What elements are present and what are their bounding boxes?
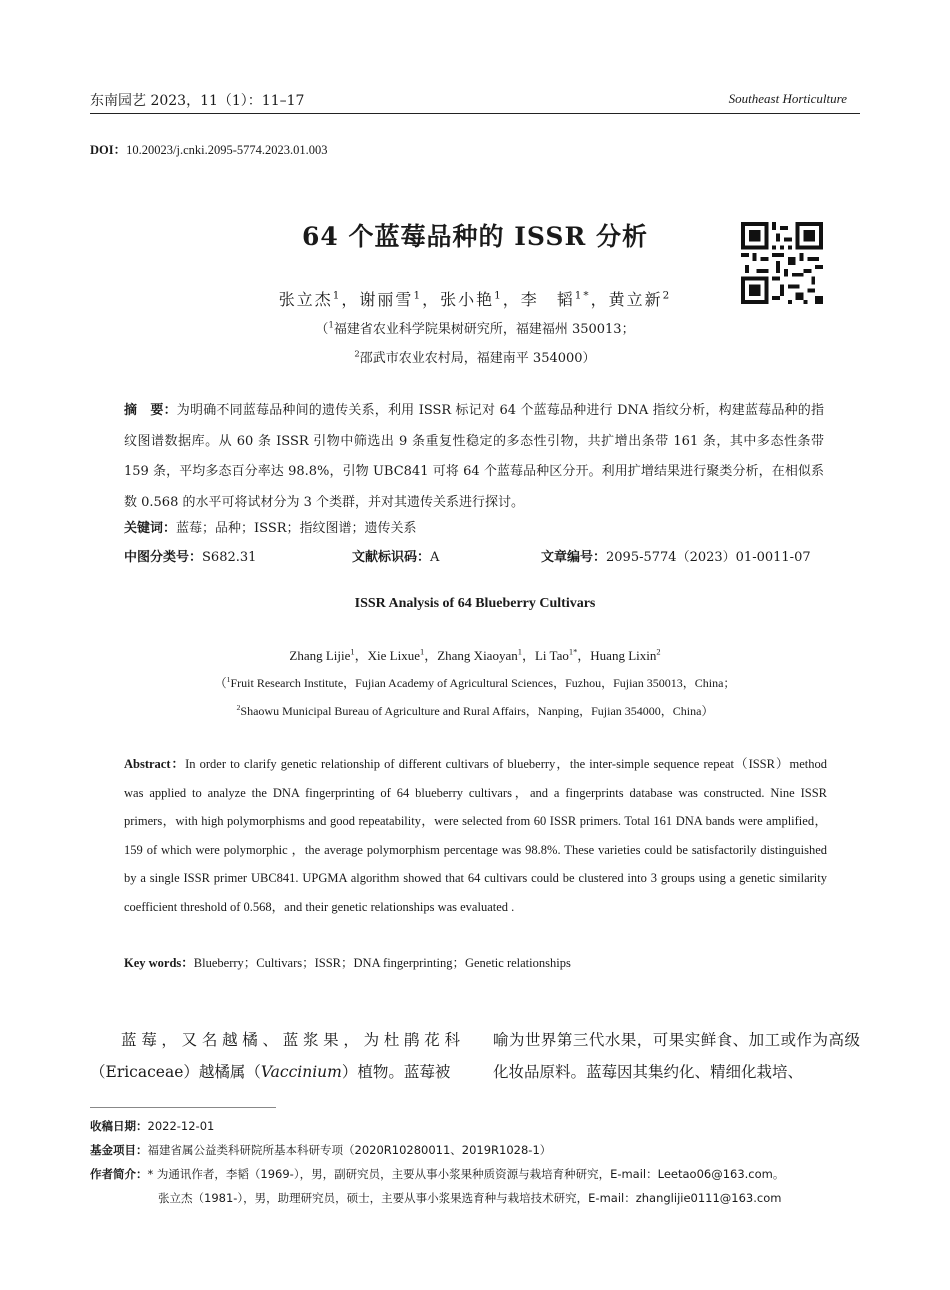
author-sup: 1 [494, 289, 503, 302]
paper-title-en: ISSR Analysis of 64 Blueberry Cultivars [354, 596, 596, 611]
fund-info [90, 1142, 551, 1158]
doc-value: A [430, 550, 440, 565]
article-number [541, 546, 811, 565]
doi-value: 10.20023/j.cnki.2095-5774.2023.01.003 [126, 143, 328, 157]
doc-code [352, 546, 439, 565]
author-sup: 1 [332, 289, 342, 302]
art-value: 2095-5774（2023）01-0011-07 [606, 550, 811, 565]
art-label: 文章编号： [541, 550, 607, 565]
affil-text: 福建省农业科学院果树研究所，福建福州 350013； [333, 322, 635, 337]
affil-prefix: （ [214, 676, 227, 690]
abstract-cn-text: 为明确不同蓝莓品种间的遗传关系，利用 ISSR 标记对 64 个蓝莓品种进行 DNA 指纹分析，构建蓝莓品种的指纹图谱数据库。从 60 条 ISSR 引物中筛选出 9 条重复性稳定的多态性引物，共扩增出条带 161 条，其中多态性条带 159 条，平均多态百分率达 98.8%，引物 UBC841 可将 64 个蓝莓品种区分开。利用扩增结果进行聚类分析，在相似系数 0.568 的水平可将试材分为 3 个类群，并对其遗传关系进行探讨。 [124, 403, 824, 510]
author-sup: 1 [419, 646, 425, 657]
author-sup: 2 [662, 289, 672, 302]
author-list-en: Zhang Lijie$^1$，Xie Lixue$^1$，Zhang Xiaoyan$^1$，Li Tao$^{1*}$，Huang Lixin$^2$ [289, 646, 661, 663]
fund-label: 基金项目： [90, 1143, 148, 1157]
author-cn: 黄立新 [608, 290, 663, 309]
keywords-cn-label: 关键词： [124, 521, 177, 536]
bio-line: * 为通讯作者，李韬（1969-），男，副研究员，主要从事小浆果种质资源与栽培育种研究，E-mail：Leetao06@163.com。 [147, 1167, 785, 1181]
affil-sup: 2 [354, 348, 360, 359]
affil-prefix: （ [315, 322, 329, 337]
journal-name-en: Southeast Horticulture [728, 91, 847, 106]
author-en: Huang Lixin [590, 648, 657, 663]
abstract-cn-label: 摘 要： [124, 403, 177, 418]
author-en: Zhang Lijie [289, 648, 351, 663]
author-bio-2: 张立杰（1981-），男，助理研究员，硕士，主要从事小浆果选育种与栽培技术研究，E-mail：zhanglijie0111@163.com [158, 1191, 782, 1205]
body-text: 喻为世界第三代水果，可果实鲜食、加工或作为高级化妆品原料。蓝莓因其集约化、精细化栽培、 [493, 1031, 860, 1081]
author-sup: 2 [656, 646, 661, 657]
affiliation-cn [0, 347, 950, 366]
affiliation-en [0, 674, 950, 691]
author-list-cn: 张立杰$^1$，谢丽雪$^1$，张小艳$^1$，李 韬$^{1*}$，黄立新$^2$ [278, 289, 672, 309]
author-cn: 李 韬 [520, 290, 575, 309]
body-text: ）植物。蓝莓被 [341, 1063, 451, 1081]
author-sup: 1 [517, 646, 522, 657]
header-rule [90, 113, 860, 114]
bio-label: 作者简介： [90, 1167, 148, 1181]
received-date [90, 1118, 214, 1134]
keywords-en [124, 953, 571, 971]
clc-number [124, 546, 256, 565]
abstract-cn [124, 396, 824, 518]
keywords-cn [124, 517, 417, 536]
clc-value: S682.31 [202, 550, 257, 565]
body-text: 蓝莓，又名越橘、蓝浆果，为杜鹃花科（Ericaceae）越橘属（ [90, 1031, 460, 1081]
author-cn: 张立杰 [278, 290, 333, 309]
author-en: Zhang Xiaoyan [437, 648, 518, 663]
clc-label: 中图分类号： [124, 550, 203, 565]
doi-line[interactable] [90, 140, 328, 158]
affil-sup: 1 [226, 675, 231, 684]
author-cn: 谢丽雪 [359, 290, 414, 309]
keywords-cn-text: 蓝莓；品种；ISSR；指纹图谱；遗传关系 [176, 521, 417, 536]
keywords-en-label: Key words： [124, 956, 194, 970]
author-sup: 1 [350, 646, 355, 657]
footnote-rule [90, 1107, 276, 1108]
abstract-en-text: In order to clarify genetic relationship of different cultivars of blueberry，the inter-simple sequence repeat（ISSR）method was applied to analyze the DNA fingerprinting of 64 blueberry cultivars，and a fingerprints database was constructed. Nine ISSR primers，with high polymorphisms and good repeatability，were selected from 60 ISSR primers. Total 161 DNA bands were amplified，159 of which were polymorphic ，the average polymorphism percentage was 98.8%. These varieties could be satisfactorily distinguished by a single ISSR primer UBC841. UPGMA algorithm showed that 64 cultivars could be clustered into 3 groups using a genetic similarity coefficient threshold of 0.568，and their genetic relationships was evaluated . [124, 757, 828, 914]
author-en: Xie Lixue [367, 648, 420, 663]
affil-text: Fruit Research Institute，Fujian Academy of Agricultural Sciences，Fuzhou，Fujian 350013，China； [230, 676, 736, 690]
affil-sup: 1 [328, 319, 334, 330]
paper-title-cn: 64 个蓝莓品种的 ISSR 分析 [302, 222, 648, 251]
affil-text: 邵武市农业农村局，福建南平 354000） [359, 351, 596, 366]
keywords-en-text: Blueberry；Cultivars；ISSR；DNA fingerprinting；Genetic relationships [193, 956, 571, 970]
abstract-en [124, 750, 827, 922]
genus-name: Vaccinium [260, 1063, 342, 1081]
doc-label: 文献标识码： [352, 550, 431, 565]
fund-value: 福建省属公益类科研院所基本科研专项（2020R10280011、2019R1028-1） [147, 1143, 552, 1157]
author-sup: 1 [413, 289, 423, 302]
author-sup: 1* [568, 646, 578, 657]
journal-citation: 东南园艺 2023，11（1）：11–17 [90, 93, 305, 109]
affiliation-en [0, 702, 950, 719]
body-column-left [90, 1024, 460, 1088]
body-column-right [493, 1024, 860, 1088]
affiliation-cn [0, 318, 950, 337]
affil-text: Shaowu Municipal Bureau of Agriculture and Rural Affairs，Nanping，Fujian 354000，China） [240, 704, 714, 718]
received-value: 2022-12-01 [147, 1119, 215, 1133]
author-cn: 张小艳 [440, 290, 495, 309]
abstract-en-label: Abstract： [124, 757, 186, 771]
author-en: Li Tao [534, 648, 569, 663]
author-bio [90, 1166, 784, 1182]
affil-sup: 2 [236, 703, 241, 712]
received-label: 收稿日期： [90, 1119, 148, 1133]
author-sup: 1* [574, 289, 591, 302]
doi-label: DOI： [90, 143, 127, 157]
